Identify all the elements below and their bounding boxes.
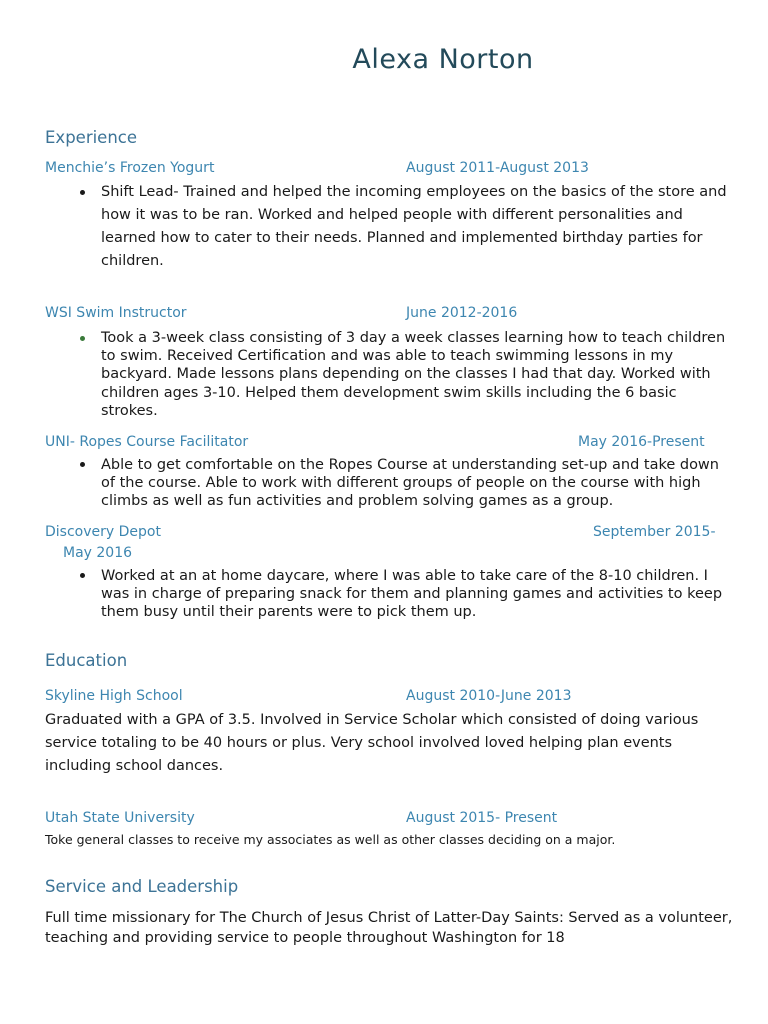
school-date: August 2010-June 2013: [406, 688, 572, 704]
job-description: Shift Lead- Trained and helped the incoming employees on the basics of the store and how it was to be ran. Worked and helped people with different personalities and learned how to cater to their needs. Planned and implemented birthday parties for children.: [101, 184, 727, 269]
section-heading-education: Education: [45, 651, 128, 670]
school-description: Toke general classes to receive my associates as well as other classes deciding on a major.: [45, 832, 616, 847]
job-date-continued: May 2016: [63, 545, 133, 561]
school-description: Graduated with a GPA of 3.5. Involved in Service Scholar which consisted of doing various service totaling to be 40 hours or plus. Very school involved loved helping plan events including school dances.: [45, 712, 699, 774]
job-title: UNI- Ropes Course Facilitator: [45, 434, 249, 450]
school-title: Utah State University: [45, 810, 195, 826]
section-heading-experience: Experience: [45, 128, 138, 147]
bullet-icon: [80, 190, 85, 195]
job-title: WSI Swim Instructor: [45, 305, 187, 321]
bullet-icon: [80, 573, 85, 578]
job-title: Menchie’s Frozen Yogurt: [45, 160, 215, 176]
resume-name: Alexa Norton: [352, 44, 534, 75]
section-heading-service: Service and Leadership: [45, 877, 239, 896]
job-date: June 2012-2016: [406, 305, 518, 321]
school-date: August 2015- Present: [406, 810, 558, 826]
job-description: Able to get comfortable on the Ropes Course at understanding set-up and take down of the course. Able to work with different groups of people on the course with high climbs as well as fun activities and problem solving games as a group.: [101, 457, 719, 510]
service-description: Full time missionary for The Church of Jesus Christ of Latter-Day Saints: Served as a volunteer, teaching and providing service to people throughout Washington for 18: [45, 910, 733, 946]
bullet-icon: [80, 462, 85, 467]
school-title: Skyline High School: [45, 688, 183, 704]
job-description: Worked at an at home daycare, where I was able to take care of the 8-10 children. I was in charge of preparing snack for them and planning games and activities to keep them busy until their parents were to pick them up.: [101, 568, 723, 621]
job-date: August 2011-August 2013: [406, 160, 589, 176]
bullet-icon: [80, 336, 85, 341]
job-date: September 2015-: [593, 524, 716, 540]
job-description: Took a 3-week class consisting of 3 day a week classes learning how to teach children to swim. Received Certification and was able to teach swimming lessons in my backyard. Made lessons plans depending on the classes I had that day. Worked with children ages 3-10. Helped them development swim skills including the 6 basic strokes.: [101, 330, 726, 419]
job-date: May 2016-Present: [578, 434, 705, 450]
job-title: Discovery Depot: [45, 524, 161, 540]
